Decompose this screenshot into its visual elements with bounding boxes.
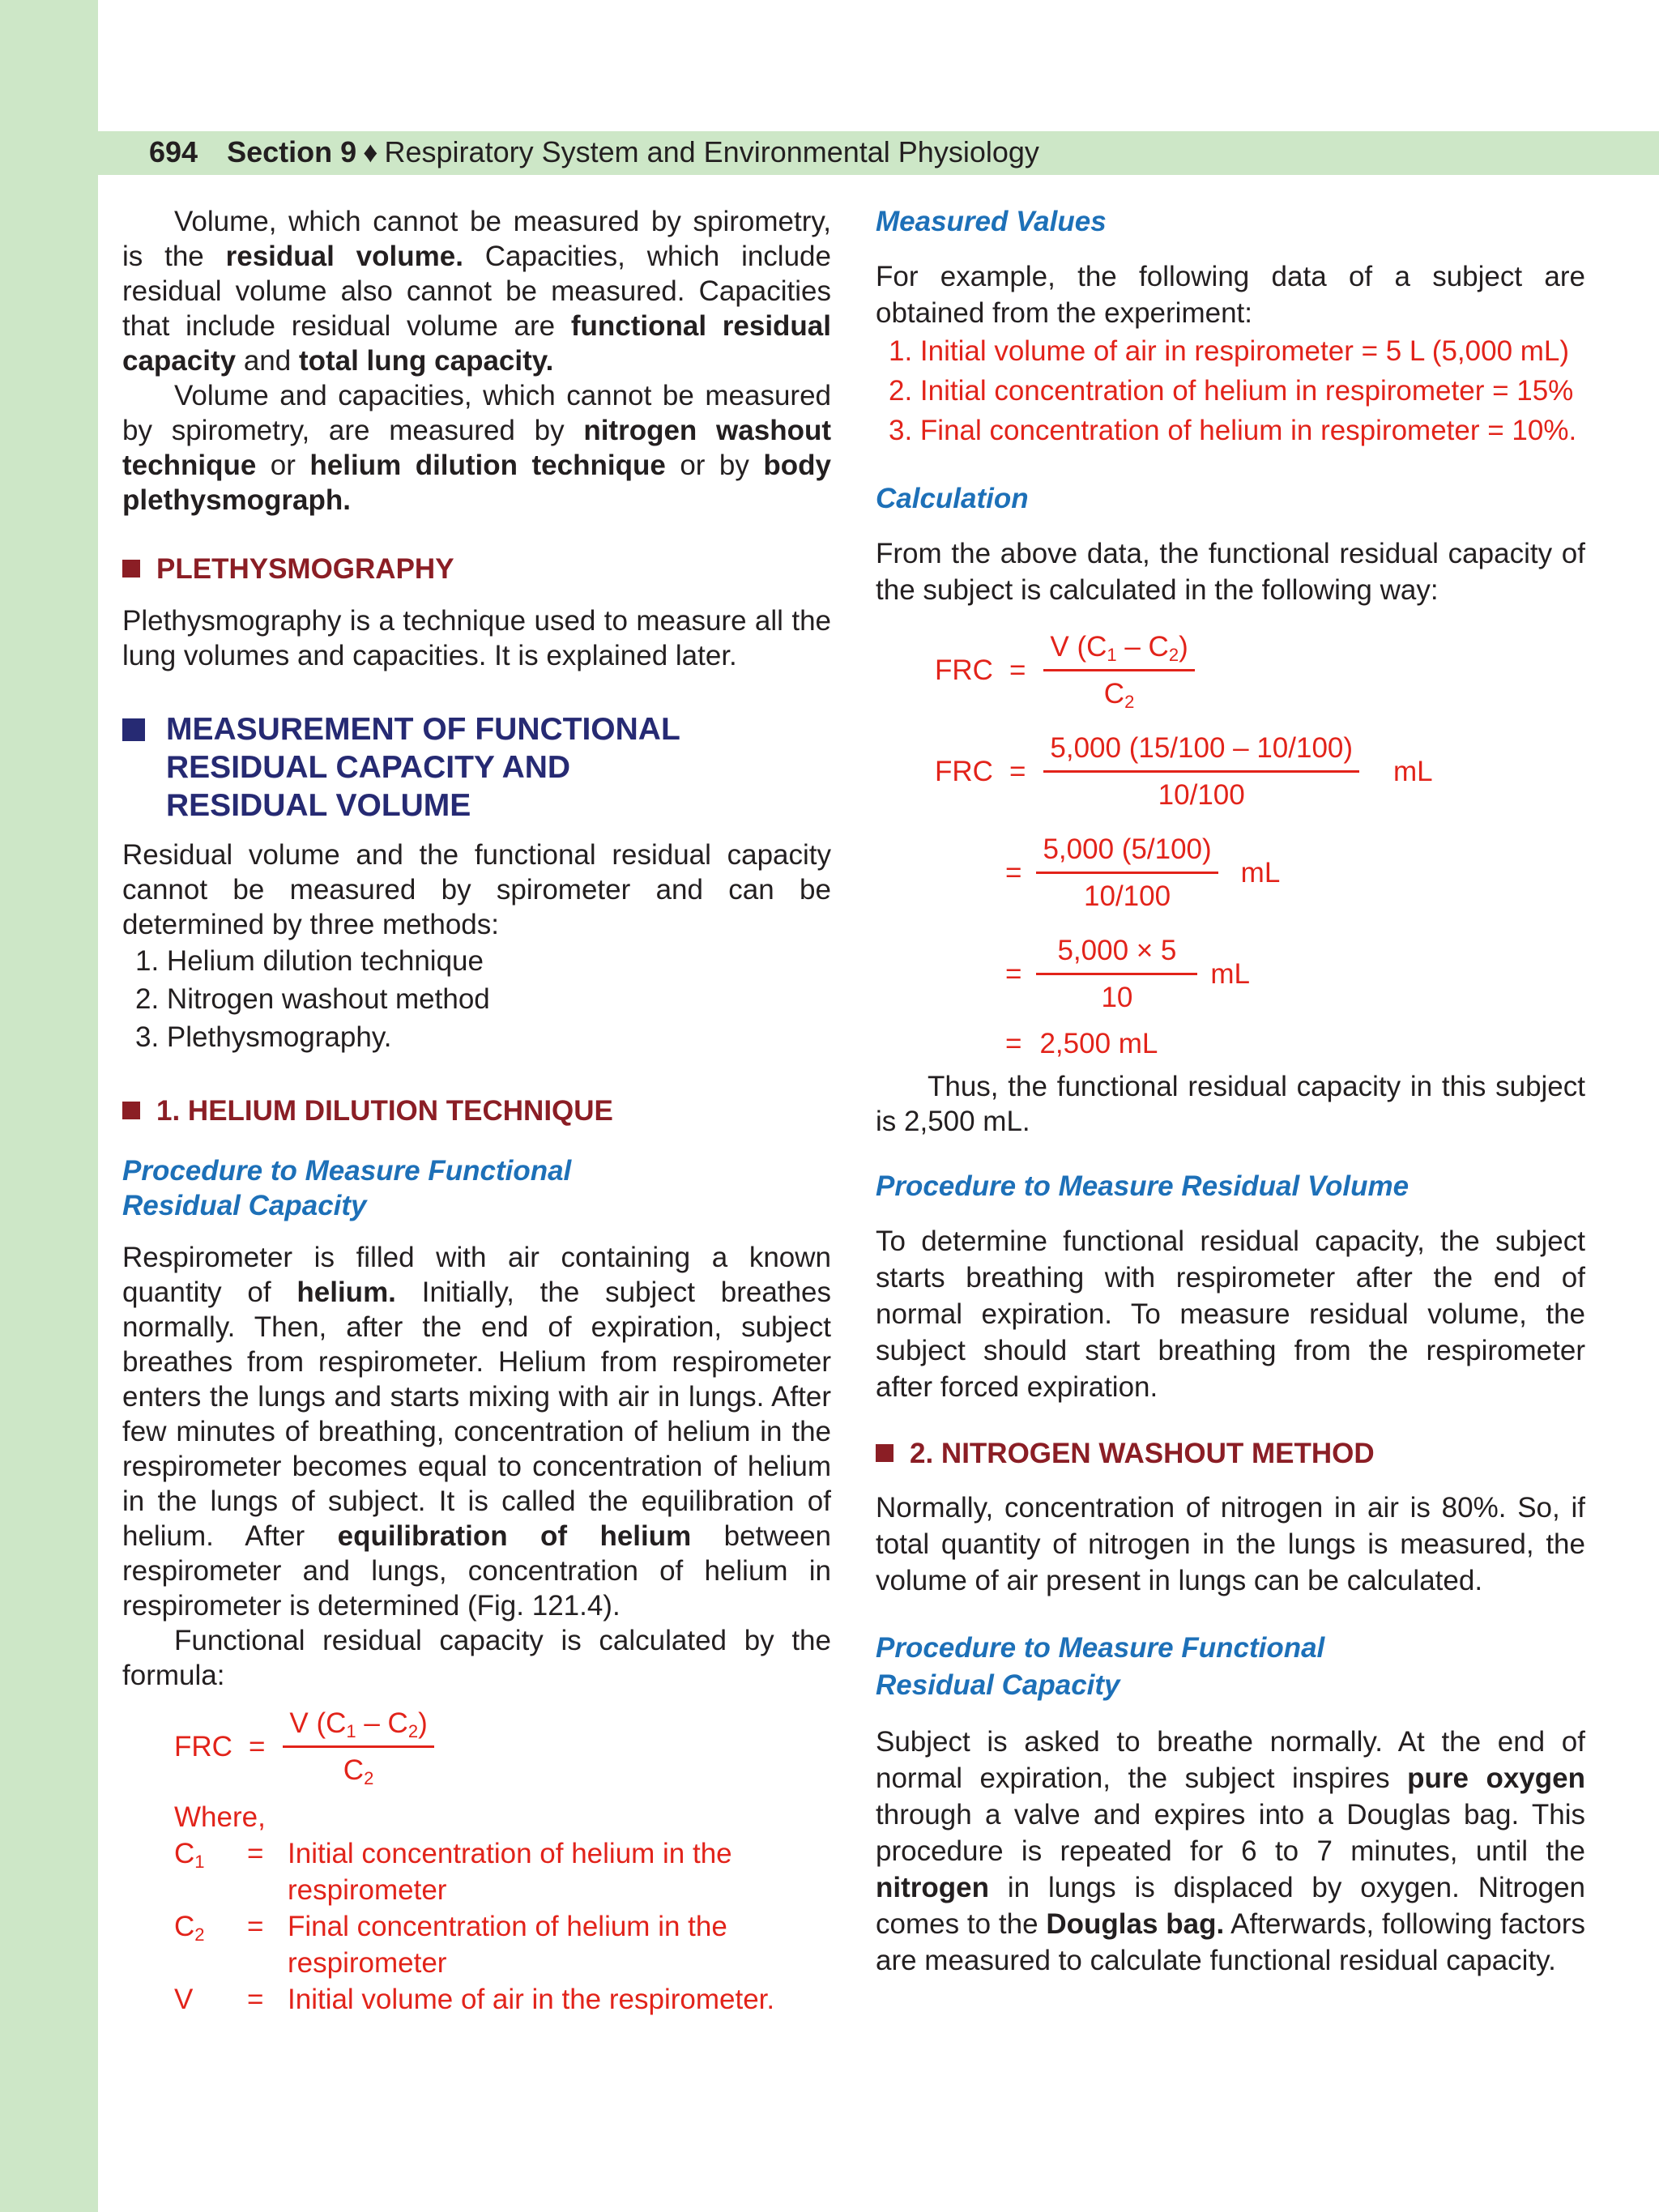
formula-fraction: [1036, 933, 1197, 1015]
text: Respirometer is filled with air containing a known quantity of: [122, 1242, 831, 1308]
measured-values-heading: Measured Values: [876, 206, 1107, 237]
text: – C: [1116, 631, 1169, 663]
where-label: Where,: [174, 1801, 266, 1833]
formula-fraction: [1036, 832, 1218, 914]
heading-line: RESIDUAL CAPACITY AND: [166, 750, 571, 785]
section-label: Section 9: [227, 135, 357, 168]
procedure-frc-text-2: [876, 1724, 1585, 1979]
text: Final concentration of helium in the: [288, 1911, 727, 1942]
text: in lungs is displaced by oxygen. Nitrogen comes to the: [876, 1872, 1585, 1940]
plethysmography-text: Plethysmography is a technique used to measure all the lung volumes and capacities. It is explained later.: [122, 605, 831, 671]
measured-values-text: For example, the following data of a subject are obtained from the experiment:: [876, 261, 1585, 329]
right-column: [876, 204, 1585, 1979]
text: V (C: [1050, 631, 1107, 663]
equals-sign: =: [1005, 857, 1022, 889]
calc-step-4: [876, 933, 1585, 1015]
equals-sign: =: [247, 1911, 264, 1942]
formula-fraction: [1043, 731, 1359, 812]
heading-line: Procedure to Measure Functional: [122, 1155, 572, 1187]
equals-sign: =: [1005, 1028, 1022, 1059]
procedure-rv-text: To determine functional residual capacity, the subject starts breathing with respirometer after the end of normal expiration. To measure residual volume, the subject should start breathing from the respirometer after forced expiration.: [876, 1225, 1585, 1403]
fraction-numerator: 5,000 × 5: [1036, 933, 1197, 975]
calc-step-2: [876, 731, 1585, 812]
text: C: [174, 1838, 195, 1869]
subscript: 1: [194, 1852, 205, 1872]
subscript: 1: [346, 1721, 356, 1741]
text: or: [256, 450, 310, 481]
bold-term: Douglas bag.: [1046, 1908, 1225, 1940]
fraction-denominator: [1104, 671, 1135, 711]
measurement-heading: [122, 710, 831, 825]
bold-term: pure oxygen: [1407, 1762, 1585, 1794]
procedure-frc-heading-2: [876, 1630, 1585, 1704]
definition-symbol: [174, 1981, 247, 2018]
text: ): [1179, 631, 1188, 663]
methods-list: [122, 942, 831, 1056]
heading-line: RESIDUAL VOLUME: [166, 788, 471, 823]
fraction-numerator: 5,000 (5/100): [1036, 832, 1218, 874]
result-value: 2,500 mL: [1039, 1028, 1158, 1059]
text: Initial volume of air in the respirometer.: [288, 1984, 775, 2015]
nitrogen-washout-heading: [876, 1436, 1585, 1471]
list-item: 2. Initial concentration of helium in respirometer = 15%: [889, 375, 1574, 407]
measurement-text: Residual volume and the functional residual capacity cannot be measured by spirometer and can be determined by three methods:: [122, 839, 831, 940]
bold-term: total lung capacity.: [298, 345, 554, 377]
text: ): [418, 1707, 428, 1739]
intro-paragraph-2: [122, 378, 831, 518]
calc-step-1: [876, 629, 1585, 711]
frc-formula: [122, 1706, 831, 1788]
formula-lhs: FRC: [174, 1731, 232, 1762]
plethysmography-heading: [122, 552, 831, 586]
formula-lhs: FRC: [935, 756, 993, 787]
formula-lhs: FRC: [935, 654, 993, 686]
calc-step-3: [876, 832, 1585, 914]
fraction-numerator: [283, 1706, 433, 1748]
text: and: [236, 345, 299, 377]
running-head: [149, 134, 1039, 170]
text: through a valve and expires into a Douglas bag. This procedure is repeated for 6 to 7 minutes, until the: [876, 1799, 1585, 1867]
heading-text: 2. NITROGEN WASHOUT METHOD: [910, 1438, 1375, 1469]
bold-term: nitrogen: [876, 1872, 989, 1903]
helium-dilution-heading: [122, 1093, 831, 1128]
list-item: 3. Final concentration of helium in respirometer = 10%.: [889, 415, 1577, 446]
text: C: [1103, 678, 1125, 710]
subscript: 2: [194, 1924, 205, 1945]
diamond-icon: ♦: [363, 135, 378, 168]
list-item: 2. Nitrogen washout method: [135, 983, 490, 1015]
unit: mL: [1210, 958, 1251, 990]
text: V: [174, 1984, 194, 2015]
text: respirometer: [288, 1947, 447, 1979]
left-column: [122, 204, 831, 2018]
fraction-numerator: 5,000 (15/100 – 10/100): [1043, 731, 1359, 773]
text: Volume, which cannot be measured by spirometry, is the: [122, 206, 831, 272]
square-bullet-icon: [122, 1102, 140, 1119]
text: respirometer: [288, 1874, 447, 1906]
bold-term: body plethysmograph.: [122, 450, 831, 516]
subscript: 2: [364, 1768, 374, 1788]
bold-term: functional residual capacity: [122, 310, 831, 377]
definition-text: [288, 1908, 831, 1981]
procedure-frc-text: [122, 1240, 831, 1623]
bold-term: nitrogen washout technique: [122, 415, 831, 481]
side-strip: [0, 0, 98, 2212]
square-bullet-icon: [876, 1444, 893, 1462]
subscript: 2: [1124, 692, 1135, 712]
calculation-text: From the above data, the functional residual capacity of the subject is calculated in the following way:: [876, 538, 1585, 606]
text: – C: [356, 1707, 408, 1739]
bold-term: helium dilution technique: [309, 450, 666, 481]
calc-result: [876, 1026, 1585, 1061]
subscript: 2: [1168, 645, 1179, 665]
list-item: 1. Helium dilution technique: [135, 945, 484, 977]
definition-text: [288, 1981, 831, 2018]
formula-fraction: [1043, 629, 1194, 711]
running-title: Respiratory System and Environmental Physiology: [384, 135, 1039, 168]
formula-fraction: [283, 1706, 433, 1788]
procedure-frc-heading: [122, 1153, 831, 1223]
text: V (C: [289, 1707, 347, 1739]
heading-text: PLETHYSMOGRAPHY: [156, 553, 454, 585]
text: C: [343, 1754, 365, 1786]
fraction-numerator: [1043, 629, 1194, 671]
equals-sign: =: [1009, 654, 1026, 686]
fraction-denominator: 10: [1101, 982, 1133, 1013]
unit: mL: [1393, 756, 1433, 787]
procedure-rv-heading: Procedure to Measure Residual Volume: [876, 1170, 1410, 1202]
fraction-denominator: 10/100: [1084, 880, 1171, 912]
fraction-denominator: [343, 1748, 374, 1788]
heading-line: Residual Capacity: [876, 1669, 1120, 1701]
text: Initial concentration of helium in the: [288, 1838, 732, 1869]
subscript: 2: [407, 1721, 419, 1741]
bold-term: residual volume.: [225, 241, 463, 272]
text: C: [174, 1911, 195, 1942]
heading-line: MEASUREMENT OF FUNCTIONAL: [166, 712, 680, 747]
definition-symbol: [174, 1908, 247, 1981]
subscript: 1: [1107, 645, 1117, 665]
equals-sign: =: [247, 1838, 264, 1869]
text: or by: [665, 450, 764, 481]
list-item: 3. Plethysmography.: [135, 1021, 392, 1053]
equals-sign: =: [1009, 756, 1026, 787]
unit: mL: [1240, 857, 1281, 889]
equals-sign: =: [247, 1984, 264, 2015]
heading-line: Procedure to Measure Functional: [876, 1632, 1325, 1664]
text: between respirometer and lungs, concentration of helium in respirometer is determined (Fig. 121.4).: [122, 1520, 831, 1622]
calculation-heading: Calculation: [876, 483, 1029, 514]
page-number: 694: [149, 135, 198, 168]
list-item: 1. Initial volume of air in respirometer = 5 L (5,000 mL): [889, 335, 1570, 367]
heading-text: 1. HELIUM DILUTION TECHNIQUE: [156, 1095, 613, 1127]
definition-text: [288, 1835, 831, 1908]
text: Volume and capacities, which cannot be measured by spirometry, are measured by: [122, 380, 831, 446]
text: Initially, the subject breathes normally. Then, after the end of expiration, subject breathes from respirometer. Helium from respirometer enters the lungs and starts mixing with air in lungs. After few minutes of breathing, concentration of helium in the respirometer becomes equal to concentration of helium in the lungs of subject. It is called the equilibration of helium. After: [122, 1276, 831, 1552]
text: Capacities, which include residual volume also cannot be measured. Capacities that include residual volume are: [122, 241, 831, 342]
thus-text: Thus, the functional residual capacity in this subject is 2,500 mL.: [876, 1071, 1585, 1137]
text: Subject is asked to breathe normally. At the end of normal expiration, the subject inspires: [876, 1726, 1585, 1794]
equals-sign: =: [248, 1731, 266, 1762]
text: Afterwards, following factors are measured to calculate functional residual capacity.: [876, 1908, 1585, 1976]
nitrogen-washout-text: Normally, concentration of nitrogen in air is 80%. So, if total quantity of nitrogen in the lungs is measured, the volume of air present in lungs can be calculated.: [876, 1492, 1585, 1596]
intro-paragraph-1: [122, 204, 831, 378]
definition-symbol: [174, 1835, 247, 1908]
square-bullet-icon: [122, 560, 140, 578]
heading-line: Residual Capacity: [122, 1190, 367, 1221]
square-bullet-icon: [122, 718, 145, 741]
equals-sign: =: [1005, 958, 1022, 990]
bold-term: equilibration of helium: [337, 1520, 692, 1552]
definitions: [122, 1835, 831, 2018]
formula-intro: Functional residual capacity is calculated by the formula:: [122, 1625, 831, 1691]
fraction-denominator: 10/100: [1158, 779, 1245, 811]
measured-values-list: [876, 331, 1585, 450]
bold-term: helium.: [296, 1276, 396, 1308]
